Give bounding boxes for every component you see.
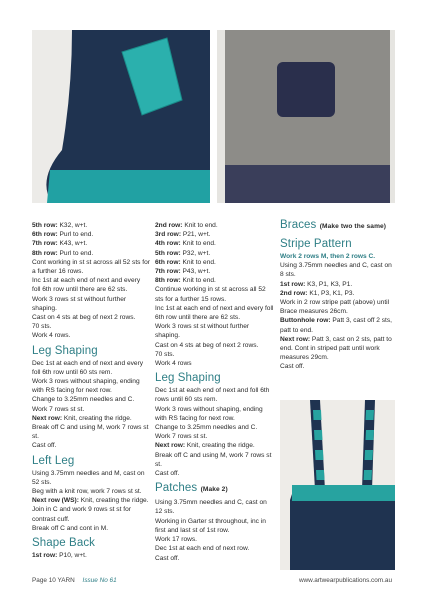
row-line: 7th row: P43, w+t.	[155, 268, 211, 276]
row-line: Buttonhole row: Patt 3, cast off 2 sts, patt to end.	[280, 317, 393, 334]
row-line: Next row: Knit, creating the ridge.	[155, 442, 255, 450]
paragraph: Work 3 rows without shaping, ending with RS facing for next row.	[155, 405, 263, 422]
row-line: Next row (WS): Knit, creating the ridge.	[32, 497, 149, 505]
heading-stripe-pattern: Stripe Pattern	[280, 238, 352, 250]
magazine-name: YARN	[57, 577, 75, 584]
paragraph: Using 3.75mm needles and C, cast on 12 sts.	[155, 499, 267, 516]
paragraph: Break off C and using M, work 7 rows st st.	[155, 451, 272, 468]
paragraph: Dec 1st at each end of next row.	[155, 545, 250, 553]
paragraph: Work 4 rows	[155, 360, 192, 368]
paragraph: Break off C and cont in M.	[32, 524, 109, 532]
page-number: Page 10	[32, 577, 56, 584]
row-line: 4th row: Knit to end.	[155, 240, 216, 248]
row-line: Next row: Patt 3, cast on 2 sts, patt to end. Cont in striped patt until work measures 29cm.	[280, 335, 392, 362]
issue-number: Issue No 61	[82, 577, 117, 584]
row-line: 2nd row: Knit to end.	[155, 222, 218, 229]
row-line: 8th row: Purl to end.	[32, 249, 94, 257]
stripe-intro: Work 2 rows M, then 2 rows C.	[280, 253, 376, 260]
row-line: Next row: Knit, creating the ridge.	[32, 414, 132, 422]
row-line: 6th row: Knit to end.	[155, 258, 216, 266]
column-1	[32, 221, 150, 560]
row-line: 5th row: P32, w+t.	[155, 249, 211, 257]
row-line: 6th row: Purl to end.	[32, 231, 94, 239]
paragraph: Dec 1st at each end of next and every foll 6th row until 60 sts rem.	[32, 359, 144, 376]
paragraph: Using 3.75mm needles and M, cast on 52 sts.	[32, 469, 145, 486]
photo-hat-navy-patch	[217, 30, 395, 203]
column-2	[155, 221, 275, 563]
paragraph: Work 3 rows st st without further shaping.	[155, 323, 250, 340]
paragraph: Work 3 rows without shaping, ending with RS facing for next row.	[32, 378, 140, 395]
row-line: 1st row: P10, w+t.	[32, 552, 87, 560]
column-3	[280, 218, 395, 372]
paragraph: Join in C and work 9 rows st st for contrast cuff.	[32, 506, 131, 523]
row-line: 1st row: K3, P1, K3, P1.	[280, 280, 353, 288]
paragraph: Continue working in st st across all 52 sts for a further 15 rows.	[155, 286, 266, 303]
paragraph: Cast off.	[155, 554, 180, 562]
row-line: 7th row: K43, w+t.	[32, 240, 88, 248]
paragraph: Work 17 rows.	[155, 536, 198, 544]
paragraph: Change to 3.25mm needles and C.	[32, 396, 135, 404]
paragraph: Dec 1st at each end of next and foll 6th rows until 60 sts rem.	[155, 387, 270, 404]
paragraph: Beg with a knit row, work 7 rows st st.	[32, 488, 142, 496]
page-footer	[32, 577, 392, 584]
row-line: 8th row: Knit to end.	[155, 277, 216, 285]
row-line: 3rd row: P21, w+t.	[155, 231, 211, 239]
paragraph: Cast on 4 sts at beg of next 2 rows.	[32, 314, 136, 322]
heading-leg-shaping-2: Leg Shaping	[155, 372, 221, 385]
paragraph: 70 sts.	[32, 323, 52, 331]
paragraph: Work 3 rows st st without further shaping.	[32, 295, 127, 312]
paragraph: Break off C and using M, work 7 rows st st.	[32, 424, 149, 441]
paragraph: Cast off.	[280, 363, 305, 371]
heading-shape-back: Shape Back	[32, 537, 96, 550]
paragraph: Cast off.	[32, 442, 57, 450]
paragraph: Using 3.75mm needles and C, cast on 8 sts.	[280, 262, 392, 279]
paragraph: Cast off.	[155, 470, 180, 478]
paragraph: Work 7 rows st st.	[155, 433, 208, 441]
row-line: 5th row: K32, w+t.	[32, 222, 88, 229]
website-link[interactable]: www.artwearpublications.com.au	[298, 577, 392, 584]
paragraph: Work 4 rows.	[32, 332, 71, 340]
paragraph: 70 sts.	[155, 350, 175, 358]
heading-patches: Patches (Make 2)	[155, 482, 228, 495]
paragraph: Inc 1st at each end of next and every foll 6th row until there are 62 sts.	[32, 277, 141, 294]
heading-braces: Braces (Make two the same)	[280, 219, 387, 231]
photo-hat-teal-patch	[32, 30, 210, 203]
heading-leg-shaping: Leg Shaping	[32, 344, 98, 357]
photo-braces-overalls	[280, 400, 395, 570]
row-line: 2nd row: K1, P3, K1, P3.	[280, 289, 355, 297]
paragraph: Inc 1st at each end of next and every foll 6th row until there are 62 sts.	[155, 304, 274, 322]
paragraph: Cast on 4 sts at beg of next 2 rows.	[155, 341, 259, 349]
paragraph: Change to 3.25mm needles and C.	[155, 424, 258, 432]
paragraph: Working in Garter st throughout, inc in first and last st of 1st row.	[155, 517, 266, 534]
paragraph: Work in 2 row stripe patt (above) until Brace measures 26cm.	[280, 299, 390, 316]
paragraph: Cont working in st st across all 52 sts for a further 16 rows.	[32, 258, 150, 276]
paragraph: Work 7 rows st st.	[32, 405, 85, 413]
heading-left-leg: Left Leg	[32, 454, 75, 467]
